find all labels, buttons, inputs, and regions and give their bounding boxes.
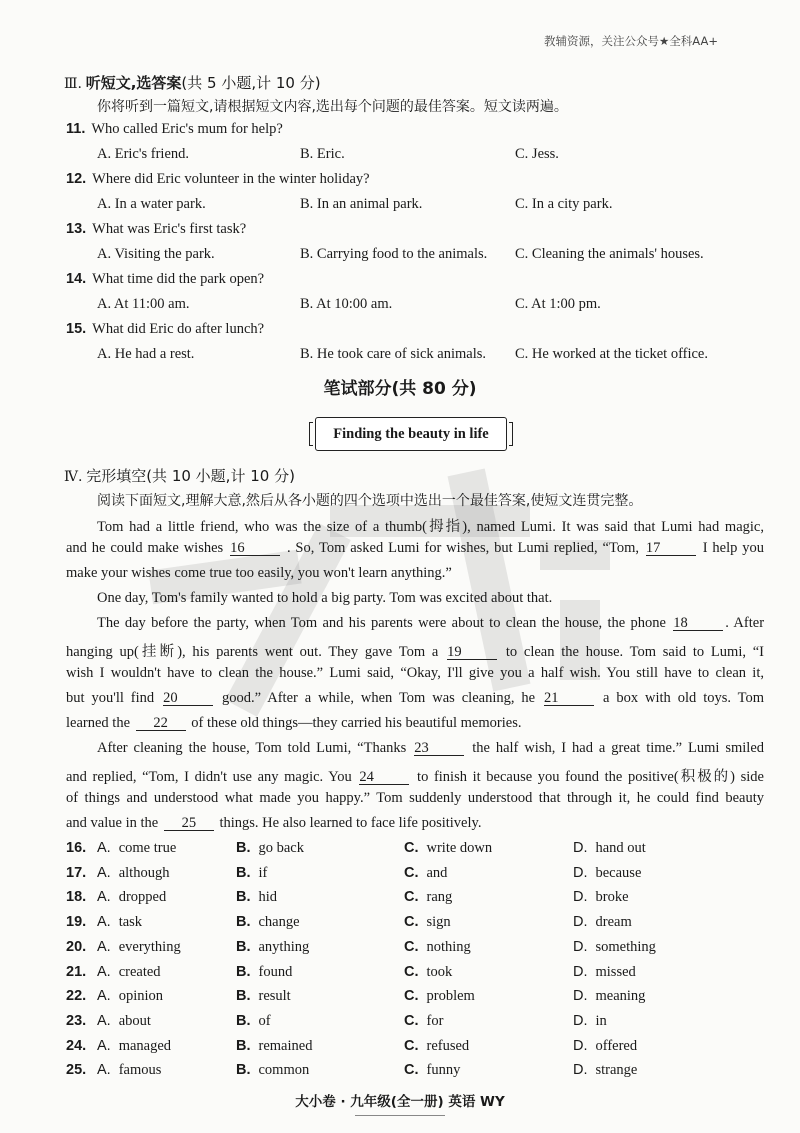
cloze-option-b[interactable]: B. found	[236, 963, 293, 980]
blank-19[interactable]: 19	[447, 645, 497, 660]
question-stem	[66, 221, 246, 238]
header-note: 教辅资源，关注公众号★全科AA+	[544, 34, 718, 48]
section-4-instruction: 阅读下面短文,理解大意,然后从各小题的四个选项中选出一个最佳答案,使短文连贯完整。	[97, 493, 643, 509]
question-number: 14.	[66, 271, 87, 287]
cloze-option-d[interactable]: D. something	[573, 938, 656, 955]
passage-line: and replied, “Tom, I didn't use any magic. You 24 to finish it because you found the positive(积极的) side	[66, 769, 764, 785]
cloze-option-d[interactable]: D. offered	[573, 1037, 638, 1054]
answer-option[interactable]: C. Jess.	[515, 146, 559, 162]
cloze-option-b[interactable]: B. go back	[236, 840, 304, 856]
section-4-note: (共 10 小题,计 10 分)	[146, 467, 295, 485]
cloze-question-number: 21.	[66, 963, 87, 980]
cloze-option-a[interactable]: A. managed	[97, 1037, 172, 1054]
cloze-option-c[interactable]: C. nothing	[404, 938, 471, 955]
cloze-option-d[interactable]: D. broke	[573, 889, 629, 906]
question-number: 15.	[66, 321, 87, 337]
cloze-option-c[interactable]: C. problem	[404, 988, 475, 1005]
question-text: Who called Eric's mum for help?	[91, 121, 283, 137]
answer-option[interactable]: C. At 1:00 pm.	[515, 296, 601, 312]
blank-24[interactable]: 24	[359, 770, 409, 785]
cloze-option-d[interactable]: D. dream	[573, 914, 632, 931]
cloze-option-a[interactable]: A. although	[97, 864, 170, 881]
footer-divider	[355, 1115, 445, 1116]
answer-option[interactable]: A. In a water park.	[97, 196, 206, 212]
passage-line: make your wishes come true too easily, you won't learn anything.”	[66, 565, 452, 581]
section-3-instruction: 你将听到一篇短文,请根据短文内容,选出每个问题的最佳答案。短文读两遍。	[97, 99, 568, 115]
cloze-option-b[interactable]: B. remained	[236, 1037, 313, 1054]
cloze-option-b[interactable]: B. of	[236, 1012, 271, 1029]
question-number: 12.	[66, 171, 87, 187]
cloze-option-d[interactable]: D. because	[573, 864, 642, 881]
section-4-numeral: Ⅳ.	[64, 469, 83, 485]
cloze-question-number: 16.	[66, 840, 87, 856]
section-3-numeral: Ⅲ.	[64, 76, 82, 92]
cloze-option-c[interactable]: C. for	[404, 1012, 444, 1029]
cloze-option-b[interactable]: B. result	[236, 988, 291, 1005]
cloze-option-a[interactable]: A. dropped	[97, 889, 167, 906]
blank-23[interactable]: 23	[414, 741, 464, 756]
question-stem	[66, 171, 370, 188]
blank-17[interactable]: 17	[646, 541, 696, 556]
cloze-question-number: 19.	[66, 914, 87, 931]
footer: 大小卷 · 九年级(全一册) 英语 WY	[295, 1094, 505, 1110]
cloze-option-d[interactable]: D. meaning	[573, 988, 646, 1005]
question-stem	[66, 121, 283, 138]
passage-line: learned the 22 of these old things—they carried his beautiful memories.	[66, 715, 522, 731]
theme-title-box	[315, 417, 507, 451]
cloze-option-a[interactable]: A. created	[97, 963, 161, 980]
question-text: Where did Eric volunteer in the winter holiday?	[92, 171, 370, 187]
cloze-question-number: 25.	[66, 1062, 87, 1079]
answer-option[interactable]: A. Visiting the park.	[97, 246, 215, 262]
answer-option[interactable]: B. In an animal park.	[300, 196, 423, 212]
blank-22[interactable]: 22	[136, 716, 186, 731]
answer-option[interactable]: A. He had a rest.	[97, 346, 195, 362]
answer-option[interactable]: B. Eric.	[300, 146, 345, 162]
cloze-question-number: 18.	[66, 889, 87, 906]
blank-21[interactable]: 21	[544, 691, 594, 706]
cloze-option-d[interactable]: D. in	[573, 1012, 607, 1029]
cloze-question-number: 24.	[66, 1037, 87, 1054]
cloze-option-c[interactable]: C. funny	[404, 1062, 461, 1079]
cloze-option-b[interactable]: B. common	[236, 1062, 310, 1079]
passage-line: hanging up(挂断), his parents went out. They gave Tom a 19 to clean the house. Tom said to Lumi, “I	[66, 644, 764, 660]
section-4-title: 完形填空	[86, 467, 147, 485]
cloze-option-b[interactable]: B. change	[236, 914, 300, 931]
question-text: What was Eric's first task?	[92, 221, 247, 237]
cloze-option-b[interactable]: B. hid	[236, 889, 278, 906]
question-text: What did Eric do after lunch?	[92, 321, 265, 337]
theme-title: Finding the beauty in life	[333, 425, 489, 442]
cloze-option-a[interactable]: A. come true	[97, 840, 177, 856]
passage-line: The day before the party, when Tom and his parents were about to clean the house, the phone 18 . After	[97, 615, 765, 631]
cloze-option-a[interactable]: A. about	[97, 1012, 151, 1029]
answer-option[interactable]: C. In a city park.	[515, 196, 613, 212]
answer-option[interactable]: B. Carrying food to the animals.	[300, 246, 488, 262]
cloze-option-a[interactable]: A. task	[97, 914, 143, 931]
section-3-title: 听短文,选答案	[85, 74, 182, 92]
passage-line: One day, Tom's family wanted to hold a big party. Tom was excited about that.	[97, 590, 553, 606]
blank-25[interactable]: 25	[164, 816, 214, 831]
written-part-title: 笔试部分(共 80 分)	[323, 379, 477, 399]
section-3-note: (共 5 小题,计 10 分)	[181, 74, 321, 92]
cloze-option-d[interactable]: D. strange	[573, 1062, 638, 1079]
answer-option[interactable]: B. He took care of sick animals.	[300, 346, 487, 362]
cloze-option-a[interactable]: A. everything	[97, 938, 181, 955]
cloze-option-c[interactable]: C. refused	[404, 1037, 470, 1054]
cloze-question-number: 20.	[66, 938, 87, 955]
question-number: 13.	[66, 221, 87, 237]
answer-option[interactable]: A. At 11:00 am.	[97, 296, 190, 312]
cloze-option-c[interactable]: C. and	[404, 864, 448, 881]
passage-line: Tom had a little friend, who was the size of a thumb(拇指), named Lumi. It was said that Lumi had magic,	[97, 519, 764, 535]
passage-line: and value in the 25 things. He also learned to face life positively.	[66, 815, 482, 831]
cloze-option-c[interactable]: C. sign	[404, 914, 451, 931]
cloze-option-b[interactable]: B. if	[236, 864, 268, 881]
cloze-option-c[interactable]: C. rang	[404, 889, 453, 906]
blank-16[interactable]: 16	[230, 541, 280, 556]
answer-option[interactable]: A. Eric's friend.	[97, 146, 189, 162]
cloze-option-c[interactable]: C. write down	[404, 840, 493, 856]
passage-line: but you'll find 20 good.” After a while, when Tom was cleaning, he 21 a box with old toys. Tom	[66, 690, 765, 706]
passage-line: wish I wouldn't have to clean the house.” Lumi said, “Okay, I'll give you a half wish. You still have to clean it,	[66, 665, 764, 681]
blank-18[interactable]: 18	[673, 616, 723, 631]
section-4-heading	[64, 465, 295, 486]
cloze-option-d[interactable]: D. missed	[573, 963, 636, 980]
question-stem	[66, 271, 264, 288]
cloze-question-number: 22.	[66, 988, 87, 1005]
question-stem	[66, 321, 264, 338]
cloze-option-d[interactable]: D. hand out	[573, 840, 646, 856]
cloze-option-b[interactable]: B. anything	[236, 938, 310, 955]
cloze-question-number: 23.	[66, 1012, 87, 1029]
answer-option[interactable]: C. Cleaning the animals' houses.	[515, 246, 704, 262]
passage-line: of things and understood what made you happy.” Tom suddenly understood that through it, he could find beauty	[66, 790, 764, 806]
question-number: 11.	[66, 121, 86, 137]
passage-line: After cleaning the house, Tom told Lumi, “Thanks 23 the half wish, I had a great time.” Lumi smiled	[97, 740, 765, 756]
cloze-option-c[interactable]: C. took	[404, 963, 453, 980]
cloze-option-a[interactable]: A. famous	[97, 1062, 162, 1079]
cloze-option-a[interactable]: A. opinion	[97, 988, 164, 1005]
passage-line: and he could make wishes 16 . So, Tom asked Lumi for wishes, but Lumi replied, “Tom, 17 I help you	[66, 540, 765, 556]
blank-20[interactable]: 20	[163, 691, 213, 706]
section-3-heading	[64, 72, 321, 93]
question-text: What time did the park open?	[92, 271, 265, 287]
answer-option[interactable]: B. At 10:00 am.	[300, 296, 393, 312]
cloze-question-number: 17.	[66, 864, 87, 881]
answer-option[interactable]: C. He worked at the ticket office.	[515, 346, 708, 362]
